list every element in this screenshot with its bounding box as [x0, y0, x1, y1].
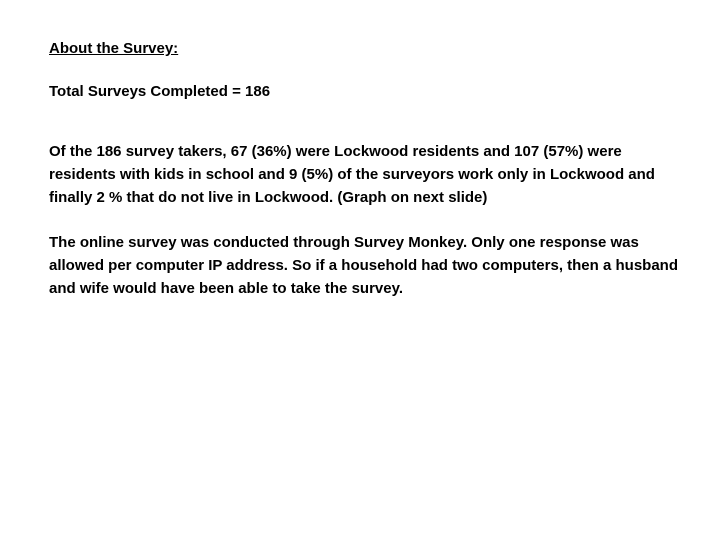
total-surveys-text: Total Surveys Completed = 186	[49, 83, 271, 100]
breakdown-paragraph: Of the 186 survey takers, 67 (36%) were Lockwood residents and 107 (57%) were residents with kids in school and 9 (5%) of the surveyors work only in Lockwood and finally 2 % that do not live in Lockwood. (Graph on next slide)	[49, 143, 655, 206]
slide-content	[49, 38, 689, 300]
slide-heading: About the Survey:	[49, 40, 179, 57]
method-paragraph: The online survey was conducted through Survey Monkey. Only one response was allowed per computer IP address. So if a household had two computers, then a husband and wife would have been able to take the survey.	[49, 234, 678, 297]
